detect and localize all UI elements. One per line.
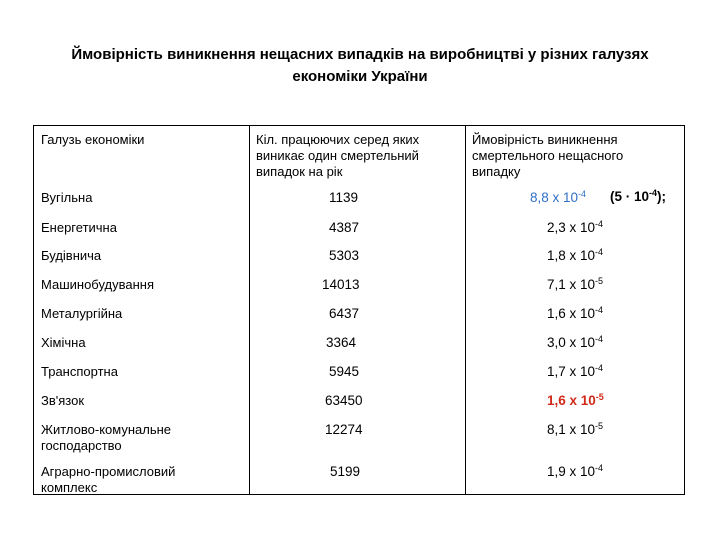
industry-cell: Вугільна: [41, 190, 93, 205]
header-industry: Галузь економіки: [41, 132, 145, 147]
probability-mantissa: 8,8 х 10: [530, 190, 579, 205]
probability-exponent: -5: [595, 392, 604, 402]
probability-exponent: -4: [595, 305, 604, 315]
probability-mantissa: 1,6 х 10: [547, 393, 596, 408]
probability-exponent: -4: [595, 334, 604, 344]
probability-cell: [547, 220, 603, 236]
industry-cell: Енергетична: [41, 220, 117, 235]
probability-mantissa: 1,9 х 10: [547, 464, 596, 479]
workers-cell: 12274: [325, 422, 363, 437]
workers-cell: 3364: [326, 335, 357, 350]
probability-mantissa: 1,6 х 10: [547, 306, 596, 321]
workers-cell: 14013: [322, 277, 360, 292]
header-probability: Ймовірність виникнення смертельного нещасного випадку: [472, 132, 624, 179]
workers-cell: 5199: [330, 464, 361, 479]
industry-cell: Металургійна: [41, 306, 123, 321]
probability-exponent: -4: [595, 363, 604, 373]
probability-cell: [547, 422, 603, 438]
probability-mantissa: 2,3 х 10: [547, 220, 596, 235]
industry-cell: Хімічна: [41, 335, 86, 350]
column-divider: [465, 126, 466, 494]
probability-mantissa: 7,1 х 10: [547, 277, 596, 292]
workers-cell: 5303: [329, 248, 360, 263]
note-exponent: -4: [649, 188, 658, 198]
probability-cell: [547, 464, 603, 480]
probability-exponent: -5: [595, 276, 604, 286]
industry-cell: Будівнича: [41, 248, 102, 263]
title-line-2: економіки України: [292, 68, 428, 85]
note-close: );: [657, 189, 667, 204]
probability-table: [33, 125, 685, 495]
probability-mantissa: 1,7 х 10: [547, 364, 596, 379]
workers-cell: 6437: [329, 306, 360, 321]
industry-cell: Транспортна: [41, 364, 118, 379]
probability-exponent: -4: [595, 247, 604, 257]
column-divider: [249, 126, 250, 494]
probability-exponent: -5: [595, 421, 604, 431]
note-open: (5 · 10: [610, 189, 650, 204]
workers-cell: 4387: [329, 220, 360, 235]
industry-cell: Житлово-комунальне господарство: [41, 422, 172, 453]
probability-cell: [547, 306, 603, 322]
probability-mantissa: 3,0 х 10: [547, 335, 596, 350]
page-title: [40, 44, 680, 88]
probability-cell: [547, 277, 603, 293]
title-line-1: Ймовірність виникнення нещасних випадків на виробництві у різних галузях: [71, 46, 649, 63]
workers-cell: 63450: [325, 393, 363, 408]
industry-cell: Машинобудування: [41, 277, 155, 292]
industry-cell: Зв'язок: [41, 393, 85, 408]
workers-cell: 1139: [329, 190, 359, 205]
probability-exponent: -4: [595, 219, 604, 229]
probability-cell: [547, 335, 603, 351]
probability-cell: [547, 393, 604, 409]
probability-cell: [547, 364, 603, 380]
probability-cell: [530, 190, 586, 206]
probability-note: [610, 189, 666, 204]
header-workers: Кіл. працюючих серед яких виникає один смертельний випадок на рік: [256, 132, 420, 179]
probability-exponent: -4: [578, 189, 587, 199]
workers-cell: 5945: [329, 364, 360, 379]
probability-cell: [547, 248, 603, 264]
probability-exponent: -4: [595, 463, 604, 473]
probability-mantissa: 8,1 х 10: [547, 422, 596, 437]
industry-cell: Аграрно-промисловий комплекс: [41, 464, 176, 495]
probability-mantissa: 1,8 х 10: [547, 248, 596, 263]
